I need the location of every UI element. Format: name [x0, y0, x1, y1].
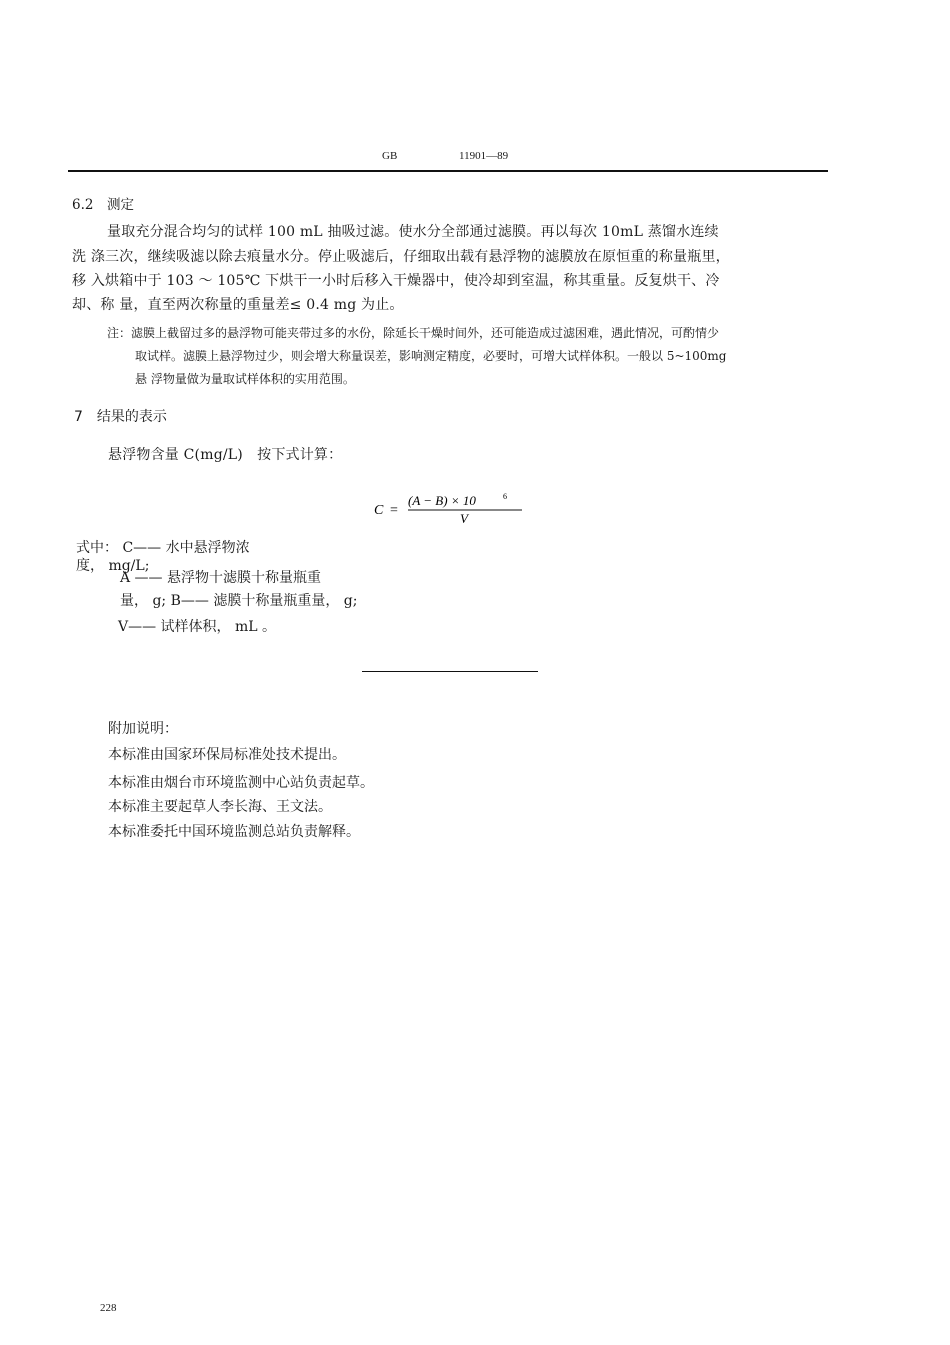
variable-definition: 度， mg/L; [76, 558, 150, 574]
formula-exponent: 6 [503, 492, 507, 501]
formula [370, 490, 550, 530]
standard-prefix: GB [382, 150, 398, 162]
appendix-line: 本标准主要起草人李长海、王文法。 [108, 799, 332, 815]
paragraph-line: 移 入烘箱中于 103 ～ 105℃ 下烘干一小时后移入干燥器中，使冷却到室温，称其重量。反复烘干、冷 [72, 273, 720, 289]
variable-definition: A —— 悬浮物十滤膜十称量瓶重 [120, 570, 322, 586]
variable-definition: 量， g; B—— 滤膜十称量瓶重量， g; [120, 593, 358, 609]
paragraph-line: 量取充分混合均匀的试样 100 mL 抽吸过滤。使水分全部通过滤膜。再以每次 10mL 蒸馏水连续 [107, 224, 719, 240]
formula-numerator: (A − B) × 10 [408, 493, 476, 508]
formula-intro: 悬浮物含量 C(mg/L) 按下式计算： [108, 447, 343, 463]
appendix-line: 本标准由烟台市环境监测中心站负责起草。 [108, 775, 374, 791]
header-divider [68, 170, 828, 172]
note-line: 取试样。滤膜上悬浮物过少，则会增大称量误差，影响测定精度，必要时，可增大试样体积。一般以 5~100mg [135, 349, 727, 363]
standard-number: 11901—89 [459, 150, 509, 162]
paragraph-line: 却、称 量，直至两次称量的重量差≤ 0.4 mg 为止。 [72, 297, 404, 313]
paragraph-line: 洗 涤三次，继续吸滤以除去痕量水分。停止吸滤后，仔细取出载有悬浮物的滤膜放在原恒重的称量瓶里， [72, 249, 730, 265]
formula-denominator: V [460, 511, 468, 526]
section-7-title: 7 结果的表示 [74, 409, 167, 425]
page-number: 228 [100, 1302, 117, 1314]
variable-definition: V—— 试样体积， mL 。 [118, 619, 277, 635]
end-divider [362, 671, 538, 672]
appendix-line: 本标准委托中国环境监测总站负责解释。 [108, 824, 360, 840]
variable-definition: 式中： C—— 水中悬浮物浓 [76, 540, 250, 556]
appendix-title: 附加说明： [108, 721, 178, 737]
note-line: 注：滤膜上截留过多的悬浮物可能夹带过多的水份，除延长干燥时间外，还可能造成过滤困难，遇此情况，可酌情少 [107, 326, 720, 340]
formula-lhs: C [374, 503, 384, 518]
formula-equals: = [390, 503, 398, 518]
section-6-2-title: 6.2 测定 [72, 197, 134, 213]
note-line: 悬 浮物量做为量取试样体积的实用范围。 [135, 372, 355, 386]
appendix-line: 本标准由国家环保局标准处技术提出。 [108, 747, 346, 763]
